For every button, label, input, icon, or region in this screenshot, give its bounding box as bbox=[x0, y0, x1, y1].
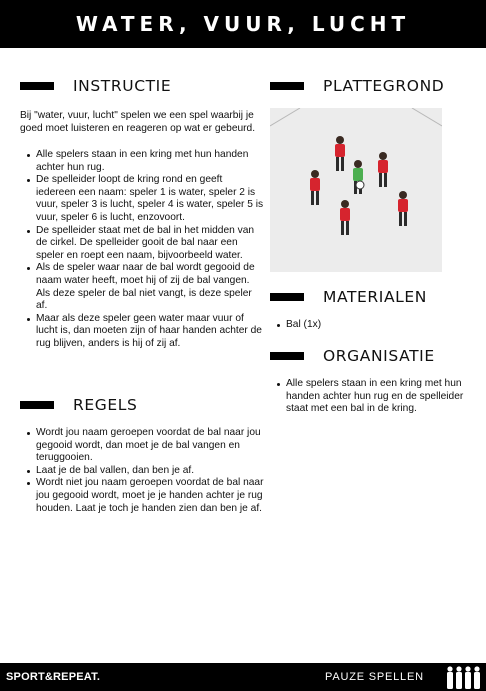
heading-bar bbox=[20, 401, 54, 409]
player-figure bbox=[335, 136, 345, 171]
plattegrond-heading bbox=[270, 77, 444, 95]
instructie-list bbox=[26, 149, 264, 351]
organisatie-title: ORGANISATIE bbox=[323, 347, 435, 365]
list-item: Alle spelers staan in een kring met hun handen achter hun rug en de spelleider staat met een bal in de kring. bbox=[276, 378, 470, 416]
heading-bar bbox=[270, 82, 304, 90]
materialen-title: MATERIALEN bbox=[323, 288, 428, 306]
list-item: Laat je de bal vallen, dan ben je af. bbox=[26, 465, 264, 478]
playfield-illustration bbox=[270, 108, 442, 272]
organisatie-heading bbox=[270, 347, 435, 365]
organisatie-list bbox=[276, 378, 470, 416]
playfield-drawing bbox=[270, 108, 442, 272]
brand-logo-text: SPORT&REPEAT. bbox=[6, 671, 101, 683]
floor-line bbox=[270, 108, 300, 126]
heading-bar bbox=[20, 82, 54, 90]
plattegrond-title: PLATTEGROND bbox=[323, 77, 445, 95]
list-item: Wordt niet jou naam geroepen voordat de bal naar jou gegooid wordt, moet je je handen achter je rug houden. Laat je toch je handen zien dan ben je af. bbox=[26, 477, 264, 515]
regels-list bbox=[26, 427, 264, 515]
category-label: PAUZE SPELLEN bbox=[325, 671, 424, 683]
list-item: De spelleider staat met de bal in het midden van de cirkel. De spelleider gooit de bal naar een speler en roept een naam, bijvoorbeeld water. bbox=[26, 225, 264, 263]
regels-heading bbox=[20, 396, 137, 414]
player-figure bbox=[340, 200, 350, 235]
materialen-heading bbox=[270, 288, 427, 306]
heading-bar bbox=[270, 352, 304, 360]
list-item: Bal (1x) bbox=[276, 319, 466, 332]
player-figure bbox=[378, 152, 388, 187]
list-item: De spelleider loopt de kring rond en geeft iedereen een naam: speler 1 is water, speler 2 is vuur, speler 3 is lucht, speler 4 is water, speler 5 is vuur, speler 6 is lucht, enzovoort. bbox=[26, 174, 264, 224]
title-banner bbox=[0, 0, 486, 48]
list-item: Maar als deze speler geen water maar vuur of lucht is, dan moeten zijn of haar handen achter de rug blijven, anders is hij of zij af. bbox=[26, 313, 264, 351]
group-people-icon bbox=[444, 665, 482, 689]
list-item: Wordt jou naam geroepen voordat de bal naar jou gegooid wordt, dan moet je de bal vangen en teruggooien. bbox=[26, 427, 264, 465]
heading-bar bbox=[270, 293, 304, 301]
instructie-title: INSTRUCTIE bbox=[73, 77, 172, 95]
page-title: WATER, VUUR, LUCHT bbox=[75, 12, 411, 36]
ball-icon bbox=[356, 181, 364, 189]
floor-line bbox=[412, 108, 442, 126]
list-item: Alle spelers staan in een kring met hun handen achter hun rug. bbox=[26, 149, 264, 174]
instructie-heading bbox=[20, 77, 171, 95]
regels-title: REGELS bbox=[73, 396, 138, 414]
player-figure bbox=[398, 191, 408, 226]
footer bbox=[0, 663, 486, 691]
list-item: Als de speler waar naar de bal wordt gegooid de naam water heeft, moet hij of zij de bal vangen. Als deze speler de bal niet vangt, is deze speler af. bbox=[26, 262, 264, 312]
instructie-intro: Bij "water, vuur, lucht" spelen we een spel waarbij je goed moet luisteren en reageren op wat er gebeurd. bbox=[20, 110, 256, 134]
materialen-list bbox=[276, 319, 466, 332]
player-figure bbox=[310, 170, 320, 205]
